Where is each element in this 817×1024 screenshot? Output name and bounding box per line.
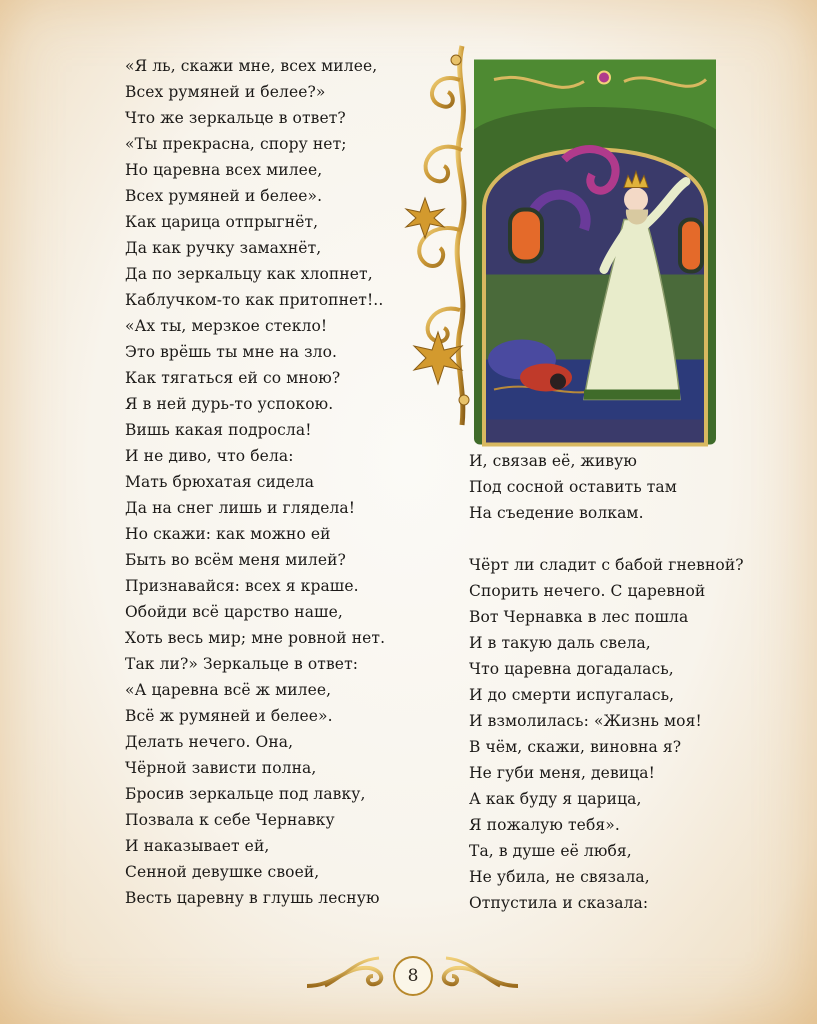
- verse-line: И наказывает ей,: [125, 837, 270, 855]
- verse-line: Весть царевну в глушь лесную: [125, 889, 380, 907]
- verse-line: Как тягаться ей со мною?: [125, 369, 341, 387]
- verse-line: Всех румяней и белее?»: [125, 83, 326, 101]
- golden-vine-ornament: [404, 40, 484, 430]
- illustration: [404, 40, 716, 425]
- verse-line: Обойди всё царство наше,: [125, 603, 343, 621]
- verse-line: А как буду я царица,: [469, 790, 642, 808]
- verse-line: На съедение волкам.: [469, 504, 644, 522]
- verse-line: Вишь какая подросла!: [125, 421, 312, 439]
- verse-line: Да по зеркальцу как хлопнет,: [125, 265, 373, 283]
- verse-line: Как царица отпрыгнёт,: [125, 213, 319, 231]
- verse-line: Так ли?» Зеркальце в ответ:: [125, 655, 359, 673]
- verse-line: Каблучком-то как притопнет!..: [125, 291, 384, 309]
- verse-line: Быть во всём меня милей?: [125, 551, 346, 569]
- verse-line: Отпустила и сказала:: [469, 894, 649, 912]
- verse-line: И не диво, что бела:: [125, 447, 294, 465]
- verse-line: Признавайся: всех я краше.: [125, 577, 359, 595]
- verse-line: Под сосной оставить там: [469, 478, 677, 496]
- verse-line: Сенной девушке своей,: [125, 863, 320, 881]
- verse-line: И в такую даль свела,: [469, 634, 651, 652]
- verse-line: Всех румяней и белее».: [125, 187, 323, 205]
- verse-line: Та, в душе её любя,: [469, 842, 632, 860]
- verse-line: Но царевна всех милее,: [125, 161, 323, 179]
- verse-line: Это врёшь ты мне на зло.: [125, 343, 338, 361]
- right-verse-column: [469, 448, 789, 916]
- verse-line: Вот Чернавка в лес пошла: [469, 608, 689, 626]
- verse-line: Спорить нечего. С царевной: [469, 582, 706, 600]
- page-number: 8: [393, 956, 433, 996]
- verse-line: Я пожалую тебя».: [469, 816, 620, 834]
- verse-line: «А царевна всё ж милее,: [125, 681, 332, 699]
- queen-scene-picture: [474, 46, 716, 458]
- verse-line: «Ах ты, мерзкое стекло!: [125, 317, 328, 335]
- verse-line: «Ты прекрасна, спору нет;: [125, 135, 347, 153]
- verse-line: Чёрт ли сладит с бабой гневной?: [469, 556, 744, 574]
- verse-line: Не губи меня, девица!: [469, 764, 655, 782]
- verse-line: Бросив зеркальце под лавку,: [125, 785, 366, 803]
- verse-line: Я в ней дурь-то успокою.: [125, 395, 334, 413]
- verse-line: «Я ль, скажи мне, всех милее,: [125, 57, 378, 75]
- verse-line: Не убила, не связала,: [469, 868, 650, 886]
- verse-line: Что же зеркальце в ответ?: [125, 109, 346, 127]
- verse-line: Но скажи: как можно ей: [125, 525, 331, 543]
- verse-line: Мать брюхатая сидела: [125, 473, 315, 491]
- verse-line: И до смерти испугалась,: [469, 686, 675, 704]
- verse-line: В чём, скажи, виновна я?: [469, 738, 682, 756]
- verse-line: И взмолилась: «Жизнь моя!: [469, 712, 702, 730]
- left-verse-column: [125, 53, 415, 911]
- verse-line: Всё ж румяней и белее».: [125, 707, 333, 725]
- verse-line: Да как ручку замахнёт,: [125, 239, 322, 257]
- verse-line: Да на снег лишь и глядела!: [125, 499, 356, 517]
- verse-line: Чёрной зависти полна,: [125, 759, 317, 777]
- verse-line: Делать нечего. Она,: [125, 733, 294, 751]
- stanza-break: [469, 526, 789, 552]
- verse-line: Позвала к себе Чернавку: [125, 811, 335, 829]
- verse-line: Хоть весь мир; мне ровной нет.: [125, 629, 386, 647]
- verse-line: Что царевна догадалась,: [469, 660, 674, 678]
- verse-line: И, связав её, живую: [469, 452, 637, 470]
